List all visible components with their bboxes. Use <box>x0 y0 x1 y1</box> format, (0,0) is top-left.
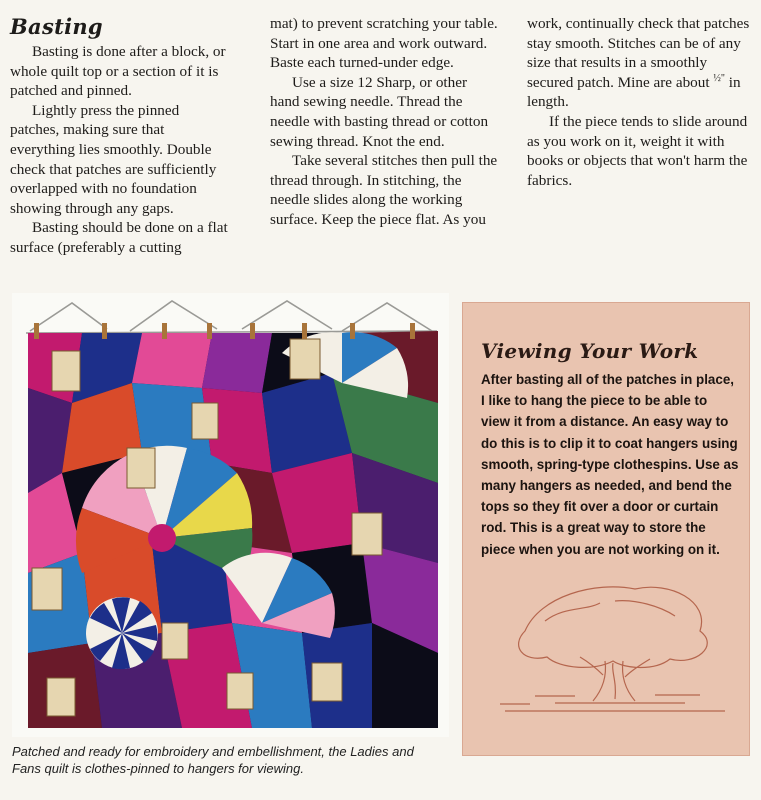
sidebar-title: Viewing Your Work <box>481 339 699 363</box>
caption-line: Patched and ready for embroidery and embellishment, the Ladies and <box>12 744 414 759</box>
sidebar-body <box>481 369 739 560</box>
photo-caption <box>12 744 452 777</box>
sidebar-line: tops so they fit over a door or curtain <box>481 499 719 515</box>
paragraph-continued <box>527 14 755 112</box>
fraction: ½" <box>713 72 725 84</box>
quilt-illustration <box>12 293 449 737</box>
paragraph-continued: mat) to prevent scratching your table. Start in one area and work outward. Baste each turned-under edge. <box>270 15 498 72</box>
text-run: in length. <box>527 73 741 111</box>
section-title: Basting <box>10 14 103 39</box>
sidebar-line: do this is to clip it to coat hangers using <box>481 435 738 451</box>
text-run: work, continually check that patches stay smooth. Stitches can be of any size that results in a smoothly secured patch. Mine are about <box>527 15 750 91</box>
quilt-photo <box>12 293 449 737</box>
column-1 <box>10 14 232 258</box>
sidebar-line: After basting all of the patches in place, <box>481 372 734 387</box>
sidebar-line: many hangers as needed, and bend the <box>481 478 732 494</box>
paragraph: Basting is done after a block, or whole quilt top or a section of it is patched and pinned. <box>10 43 226 100</box>
column-3 <box>527 14 755 190</box>
paragraph: Basting should be done on a flat surface (preferably a cutting <box>10 219 228 256</box>
paragraph: Lightly press the pinned patches, making sure that everything lies smoothly. Double check that patches are sufficiently overlapped with no foundation showing through any gaps. <box>10 101 217 217</box>
paragraph: Use a size 12 Sharp, or other hand sewing needle. Thread the needle with basting thread or cotton sewing thread. Knot the end. <box>270 73 489 150</box>
paragraph: If the piece tends to slide around as you work on it, weight it with books or objects that won't harm the fabrics. <box>527 112 748 189</box>
sidebar-line: I like to hang the piece to be able to <box>481 393 708 409</box>
caption-line: Fans quilt is clothes-pinned to hangers for viewing. <box>12 760 304 776</box>
sidebar-viewing-your-work <box>462 302 750 756</box>
paragraph: Take several stitches then pull the thread through. In stitching, the needle slides along the working surface. Keep the piece flat. As you <box>270 152 498 228</box>
sidebar-line: smooth, spring-type clothespins. Use as <box>481 456 739 472</box>
tree-sketch-illustration <box>485 571 735 721</box>
sidebar-line: view it from a distance. An easy way to <box>481 414 729 430</box>
column-2 <box>270 14 498 230</box>
sidebar-line: rod. This is a great way to store the <box>481 520 706 536</box>
hangers <box>26 301 437 333</box>
sidebar-line: piece when you are not working on it. <box>481 541 720 557</box>
